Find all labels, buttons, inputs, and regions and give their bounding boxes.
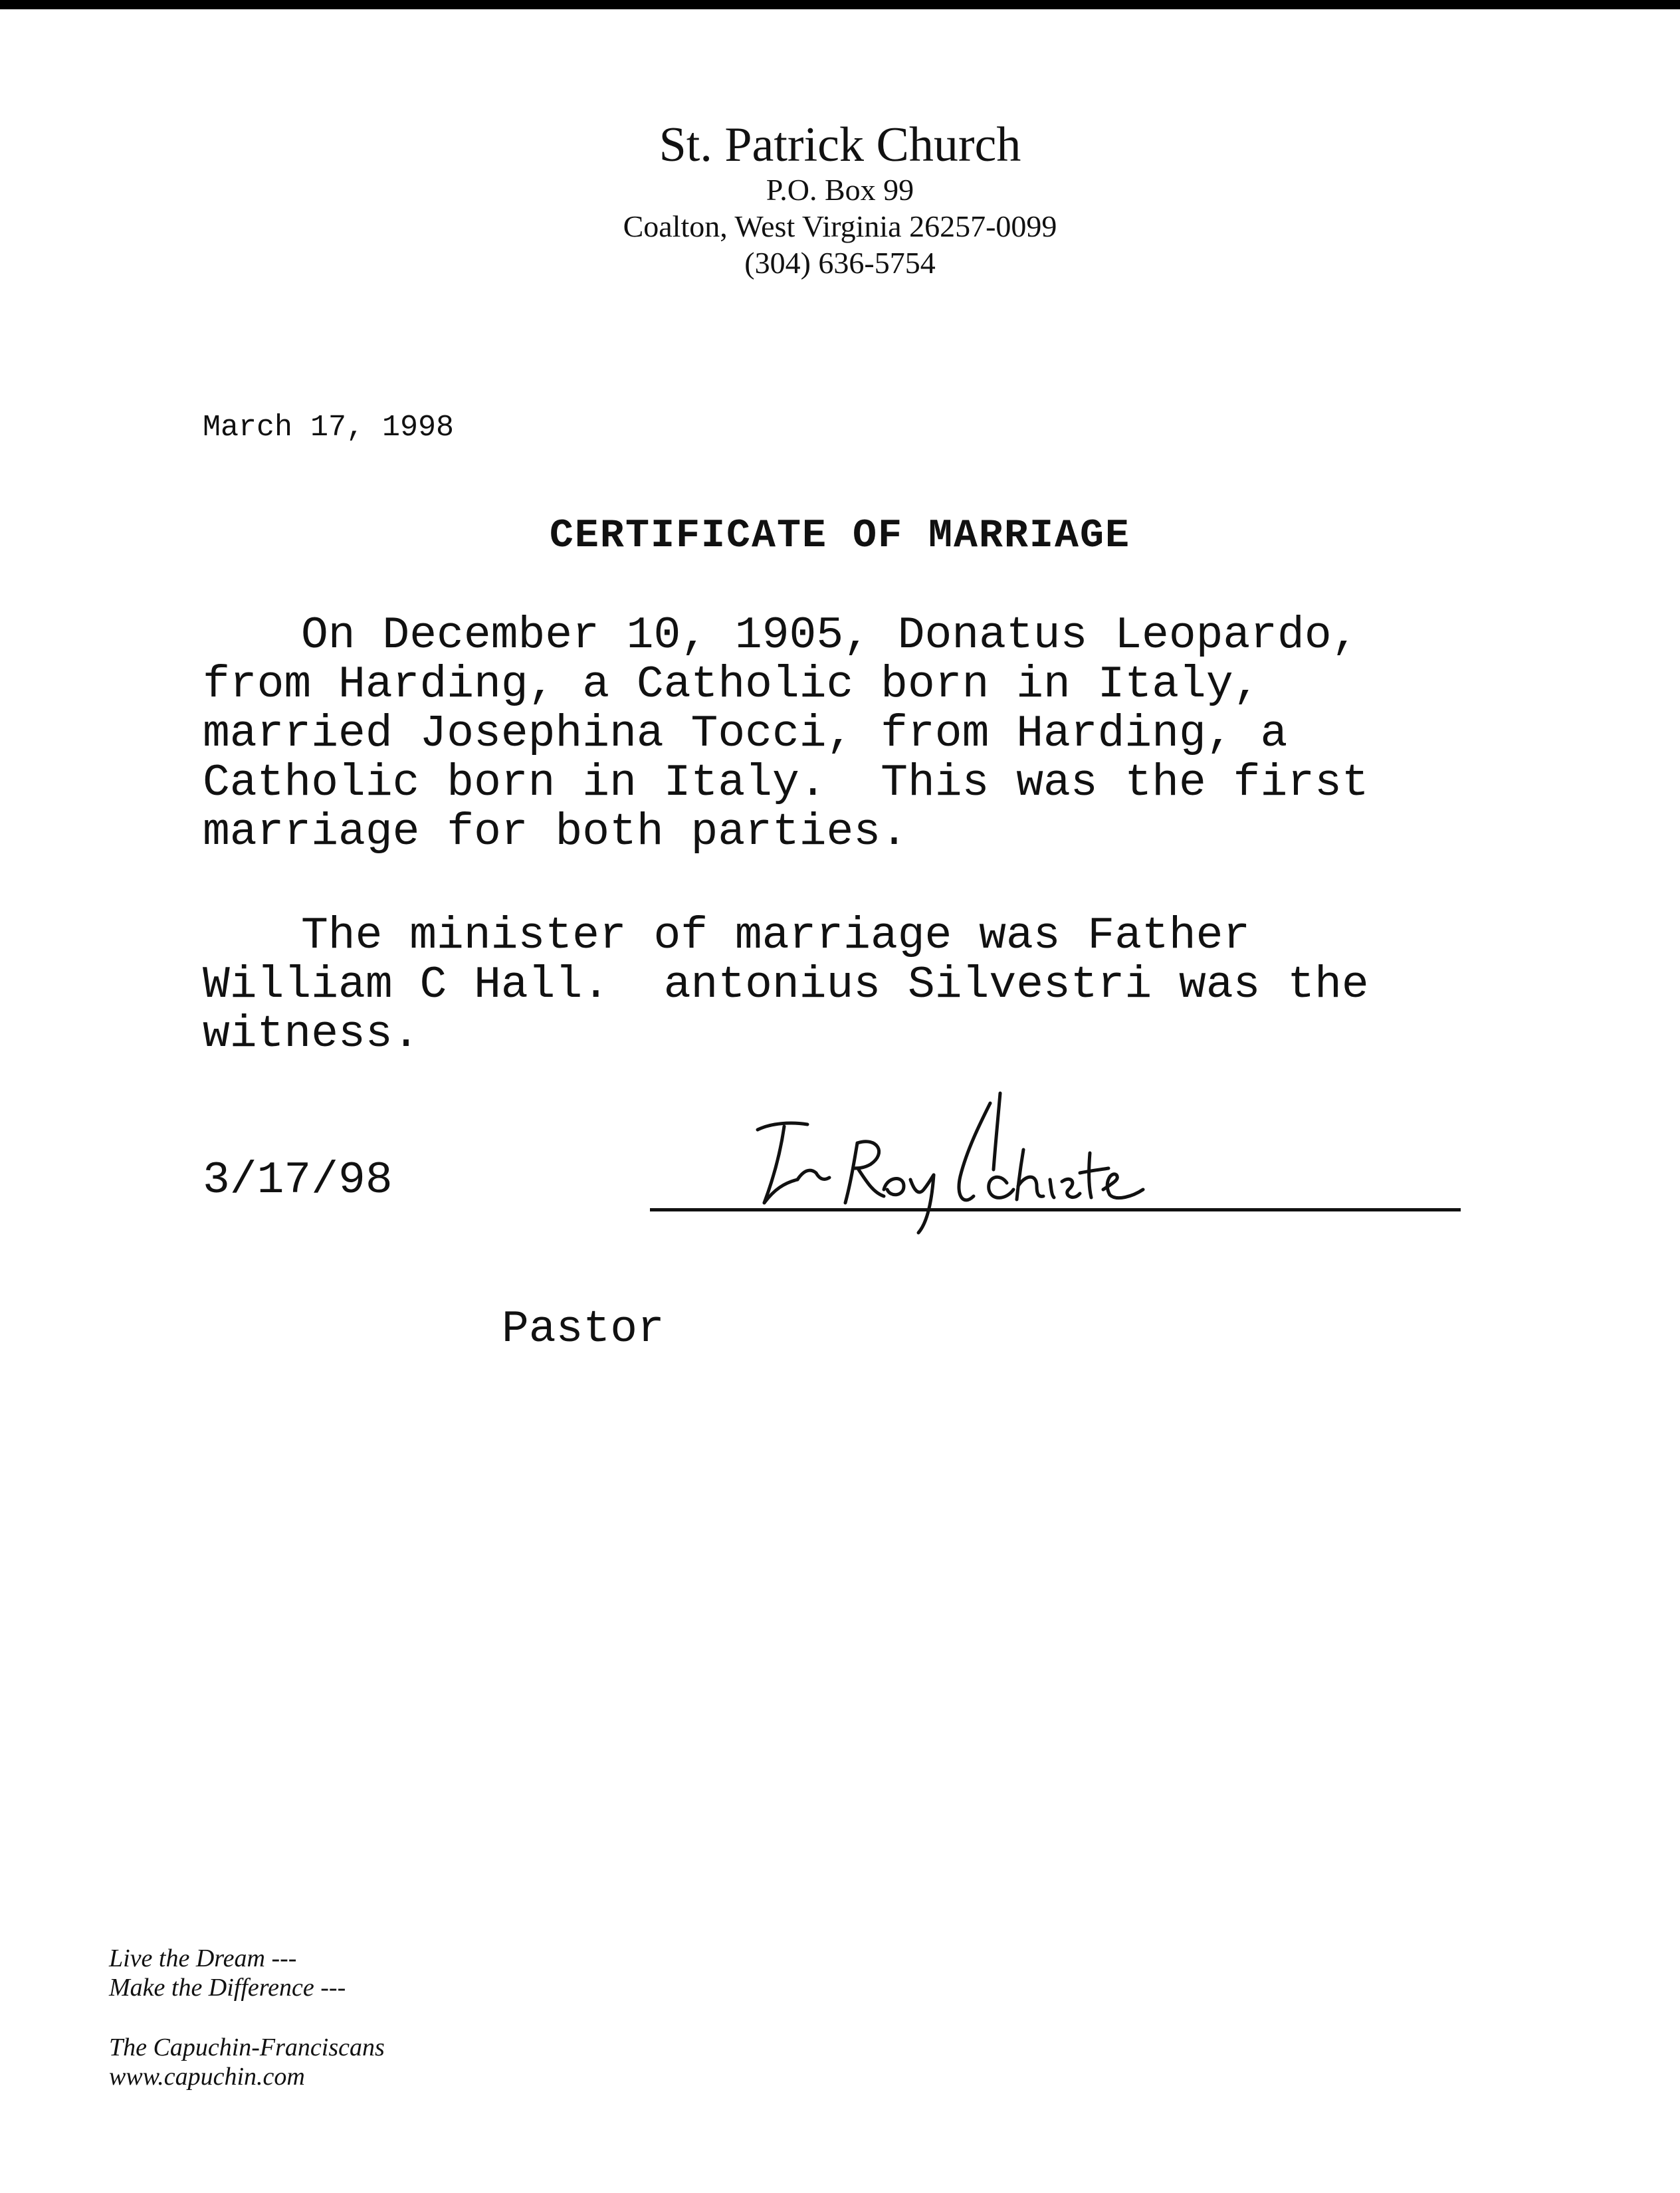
- top-border: [0, 0, 1680, 9]
- paragraph1-line: from Harding, a Catholic born in Italy,: [203, 659, 1261, 710]
- handwritten-signature: [744, 1090, 1209, 1243]
- footer-website: www.capuchin.com: [109, 2063, 305, 2091]
- paragraph1-line: On December 10, 1905, Donatus Leopardo,: [301, 610, 1359, 661]
- paragraph1-line: married Josephina Tocci, from Harding, a: [203, 708, 1288, 760]
- paragraph2-line: witness.: [203, 1009, 420, 1060]
- paragraph2-line: The minister of marriage was Father: [301, 910, 1251, 962]
- footer-organization: The Capuchin-Franciscans: [109, 2034, 385, 2061]
- letter-date: March 17, 1998: [203, 411, 455, 445]
- letterhead-city: Coalton, West Virginia 26257-0099: [623, 209, 1057, 243]
- pastor-label: Pastor: [502, 1304, 665, 1355]
- letterhead-phone: (304) 636-5754: [744, 246, 936, 280]
- footer-tagline: Live the Dream ---: [109, 1944, 297, 1972]
- paragraph1-line: marriage for both parties.: [203, 807, 908, 858]
- footer-tagline: Make the Difference ---: [109, 1974, 346, 2002]
- signature-date: 3/17/98: [203, 1155, 393, 1206]
- paragraph2-line: William C Hall. antonius Silvestri was the: [203, 960, 1369, 1011]
- letterhead-church-name: St. Patrick Church: [659, 118, 1021, 172]
- certificate-title: CERTIFICATE OF MARRIAGE: [549, 514, 1131, 559]
- letterhead-po-box: P.O. Box 99: [766, 173, 914, 207]
- paragraph1-line: Catholic born in Italy. This was the first: [203, 758, 1369, 809]
- signature-line: [650, 1208, 1461, 1211]
